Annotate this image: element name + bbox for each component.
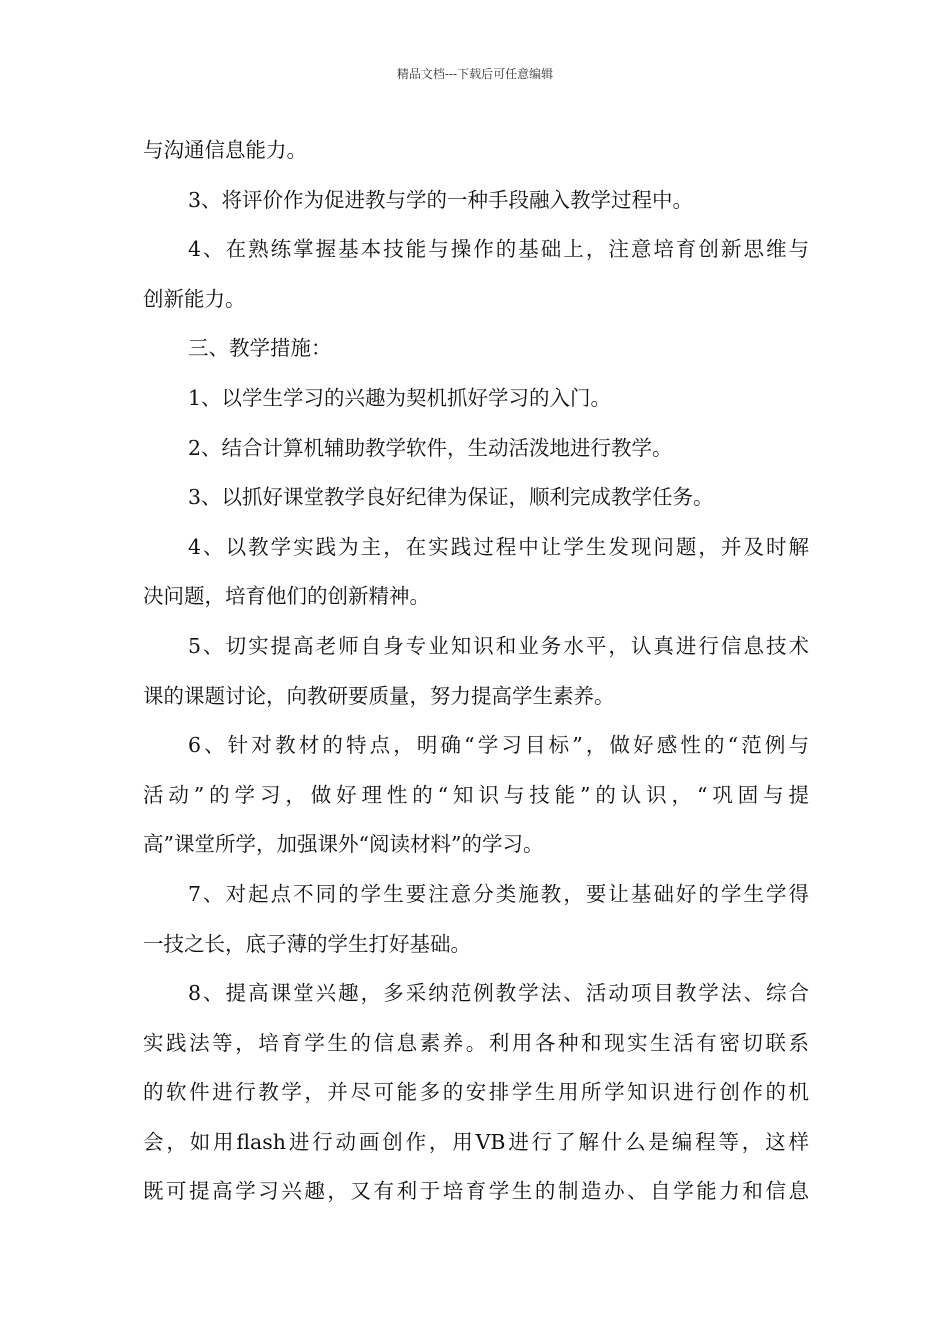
paragraph-line: 2、结合计算机辅助教学软件，生动活泼地进行教学。 — [188, 435, 673, 460]
paragraph-line: 一技之长，底子薄的学生打好基础。 — [143, 931, 471, 956]
paragraph-line: 创新能力。 — [143, 286, 246, 311]
paragraph-line: 实践法等，培育学生的信息素养。利用各种和现实生活有密切联系 — [143, 1030, 809, 1055]
paragraph-line: 会，如用flash进行动画创作，用VB进行了解什么是编程等，这样 — [143, 1129, 809, 1154]
paragraph-line: 既可提高学习兴趣，又有利于培育学生的制造办、自学能力和信息 — [143, 1179, 809, 1204]
paragraph-line: 3、以抓好课堂教学良好纪律为保证，顺利完成教学任务。 — [188, 485, 714, 510]
paragraph-line: 与沟通信息能力。 — [143, 138, 307, 162]
paragraph-line: 4、在熟练掌握基本技能与操作的基础上，注意培育创新思维与 — [188, 237, 809, 262]
page-header: 精品文档---下载后可任意编辑 — [396, 67, 554, 81]
paragraph-line: 4、以教学实践为主，在实践过程中让学生发现问题，并及时解 — [188, 534, 809, 559]
paragraph-line: 活动”的学习，做好理性的“知识与技能”的认识，“巩固与提 — [143, 782, 809, 807]
paragraph-line: 课的课题讨论，向教研要质量，努力提高学生素养。 — [143, 683, 615, 708]
paragraph-line: 7、对起点不同的学生要注意分类施教，要让基础好的学生学得 — [188, 881, 809, 906]
document-body — [143, 126, 809, 1217]
paragraph-line: 3、将评价作为促进教与学的一种手段融入教学过程中。 — [188, 187, 694, 212]
paragraph-line: 决问题，培育他们的创新精神。 — [143, 584, 430, 609]
paragraph-line: 1、以学生学习的兴趣为契机抓好学习的入门。 — [188, 385, 612, 410]
paragraph-line: 6、针对教材的特点，明确“学习目标”，做好感性的“范例与 — [188, 733, 809, 758]
paragraph-line: 5、切实提高老师自身专业知识和业务水平，认真进行信息技术 — [188, 633, 809, 658]
section-heading: 三、教学措施： — [188, 336, 332, 361]
paragraph-line: 的软件进行教学，并尽可能多的安排学生用所学知识进行创作的机 — [143, 1080, 809, 1105]
paragraph-line: 高”课堂所学，加强课外“阅读材料”的学习。 — [143, 832, 544, 857]
paragraph-line: 8、提高课堂兴趣，多采纳范例教学法、活动项目教学法、综合 — [188, 981, 809, 1006]
